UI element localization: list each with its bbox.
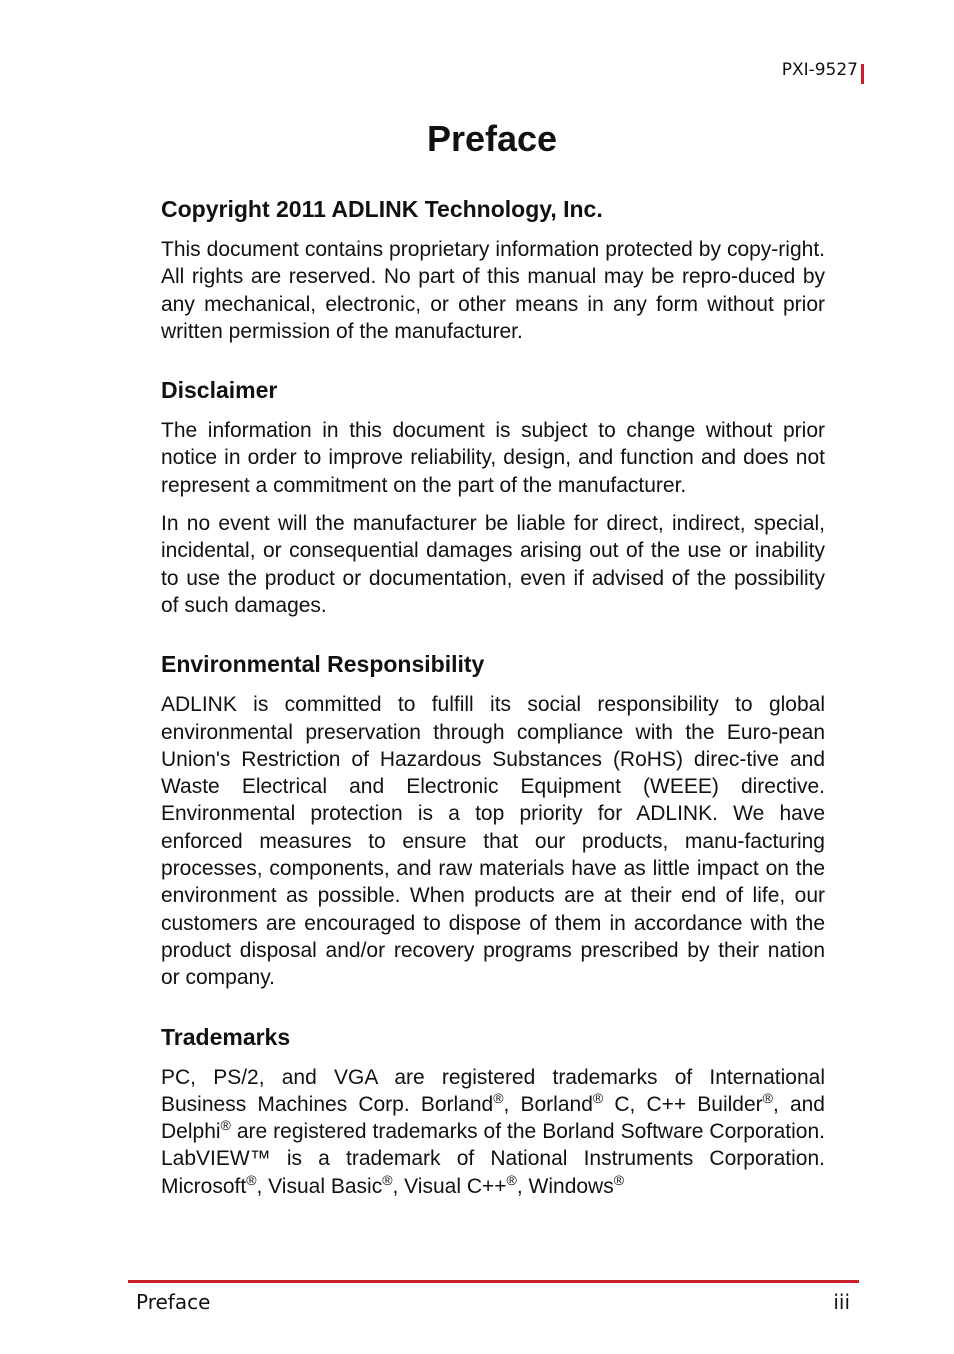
footer-rule: [128, 1280, 859, 1283]
section-copyright: [161, 192, 825, 345]
registered-mark: ®: [592, 1089, 604, 1106]
registered-mark: ®: [220, 1117, 231, 1134]
tm-text-7: , Visual C++: [392, 1174, 507, 1198]
registered-mark: ®: [246, 1171, 257, 1188]
tm-text-1: PC, PS/2, and VGA are registered trademarks of International Business Machines Corp. Borland: [161, 1065, 825, 1116]
tm-text-5: are registered trademarks of the Borland Software Corporation. LabVIEW™ is a trademark of National Instruments Corporation. Microsoft: [161, 1120, 825, 1198]
section-trademarks: [161, 1020, 825, 1200]
paragraph: The information in this document is subject to change without prior notice in order to improve reliability, design, and function and does not represent a commitment on the part of the manufacturer.: [161, 419, 825, 497]
trademarks-paragraph: [161, 1064, 825, 1200]
header-accent-bar: [861, 64, 864, 84]
page-number: iii: [833, 1290, 850, 1314]
section-heading: Trademarks: [161, 1023, 291, 1050]
tm-text-8: , Windows: [516, 1174, 614, 1198]
footer-section-name: Preface: [136, 1290, 211, 1314]
section-heading: Environmental Responsibility: [161, 651, 485, 678]
registered-mark: ®: [762, 1089, 773, 1106]
registered-mark: ®: [613, 1171, 625, 1188]
paragraph: In no event will the manufacturer be liable for direct, indirect, special, incidental, or consequential damages arising out of the use or inability to use the product or documentation, even if advised of the possibility of such damages.: [161, 512, 825, 617]
paragraph: This document contains proprietary information protected by copy-right. All rights are reserved. No part of this manual may be repro-duced by any mechanical, electronic, or other means in any form without prior written permission of the manufacturer.: [161, 238, 825, 343]
tm-text-4: , and Delphi: [161, 1092, 825, 1144]
tm-text-3: C, C++ Builder: [603, 1092, 763, 1116]
product-name: PXI-9527: [781, 60, 858, 80]
tm-text-6: , Visual Basic: [256, 1174, 383, 1198]
paragraph: ADLINK is committed to fulfill its social responsibility to global environmental preservation through compliance with the Euro-pean Union's Restriction of Hazardous Substances (RoHS) direc-tive and Waste Electrical and Electronic Equipment (WEEE) directive. Environmental protection is a top priority for ADLINK. We have enforced measures to ensure that our products, manu-facturing processes, components, and raw materials have as little impact on the environment as possible. When products are at their end of life, our customers are encouraged to dispose of them in accordance with the product disposal and/or recovery programs prescribed by their nation or company.: [161, 693, 825, 990]
section-disclaimer: [161, 373, 825, 619]
registered-mark: ®: [382, 1171, 393, 1188]
section-heading: Disclaimer: [161, 377, 278, 404]
section-heading: Copyright 2011 ADLINK Technology, Inc.: [161, 196, 603, 222]
page-content: [161, 192, 825, 1228]
registered-mark: ®: [506, 1171, 517, 1188]
page-title: Preface: [426, 118, 558, 159]
registered-mark: ®: [493, 1089, 504, 1106]
section-environmental: [161, 647, 825, 991]
tm-text-2: , Borland: [503, 1092, 593, 1116]
